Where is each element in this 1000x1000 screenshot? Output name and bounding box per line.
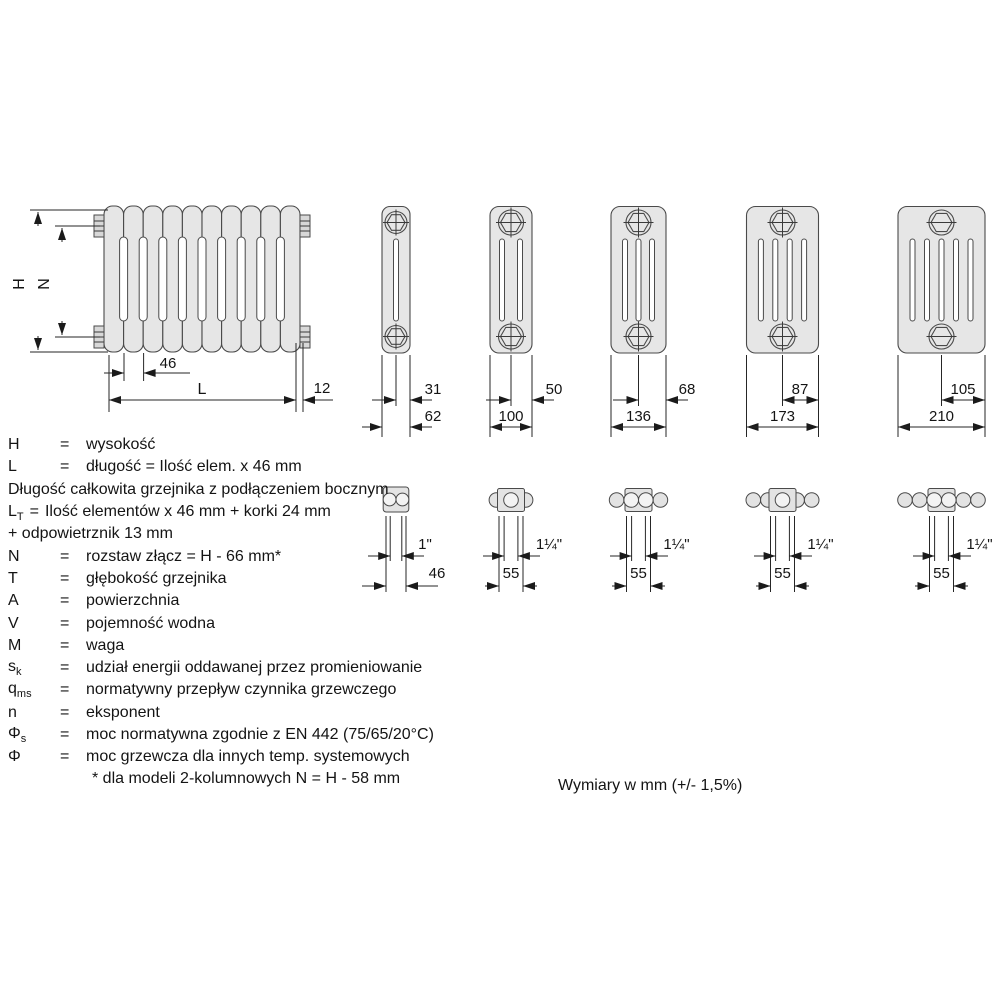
side-plug-bottom-right [300,326,310,348]
legend-row [8,456,608,478]
cs2-full-width-label: 100 [498,408,524,425]
legend-row [8,501,608,523]
legend-row [8,479,608,501]
legend-text: waga [86,636,125,654]
cs4-half-width-label: 87 [791,381,809,398]
legend-eq: = [60,681,70,699]
cs2-half-width-label: 50 [545,381,563,398]
cross-section-6col [898,207,985,438]
cross-section-4col [611,207,695,438]
legend-eq: = [29,502,39,520]
dim-side-label: 12 [313,380,331,397]
legend-row [8,434,608,456]
legend-symbol: $q_{ms}$ [8,680,32,701]
legend-text: długość = Ilość elem. x 46 mm [86,458,302,476]
tv5-thread-label: 1¼" [966,536,993,553]
legend-symbol: Φ [8,748,21,766]
legend-text: Ilość elementów x 46 mm + korki 24 mm [44,502,331,520]
legend-text: głębokość grzejnika [86,569,227,587]
legend-symbol-subscript: T [16,511,24,524]
legend-text: powierzchnia [86,592,180,610]
legend-symbol-subscript: ms [16,688,32,701]
legend-row [8,612,608,634]
cs3-full-width-label: 136 [625,408,652,425]
tv2-thread-label: 1¼" [535,536,563,553]
legend [8,434,608,791]
side-plug-top-right [300,215,310,237]
top-view-5col [746,489,834,593]
legend-text: wysokość [86,436,156,454]
dim-height-label: H [11,278,28,290]
front-view-drawing [94,206,310,352]
legend-text: udział energii oddawanej przez promieniowanie [86,659,423,677]
legend-symbol: N [8,547,20,565]
units-note: Wymiary w mm (+/- 1,5%) [558,777,743,794]
top-view-4col [609,489,689,593]
legend-text: normatywny przepływ czynnika grzewczego [86,681,397,699]
legend-symbol: H [8,436,20,454]
dim-element-width-label: 46 [159,355,177,372]
legend-row [8,568,608,590]
legend-symbol: $\Phi_s$ [8,724,27,746]
front-view-height-dimensions [11,210,108,352]
legend-eq: = [60,703,70,721]
legend-symbol: M [8,636,22,654]
legend-eq: = [60,592,70,610]
legend-eq: = [60,636,70,654]
legend-eq: = [60,458,70,476]
legend-symbol: $s_k$ [8,658,22,679]
legend-text: eksponent [86,703,160,721]
cs5-full-width-label: 210 [928,408,955,425]
legend-text: moc grzewcza dla innych temp. systemowych [86,748,410,766]
legend-symbol: L [8,458,17,476]
legend-row [8,635,608,657]
cross-section-2col [362,207,441,438]
legend-footnote [8,768,608,790]
dim-length-label: L [197,381,207,398]
legend-row [8,523,608,545]
legend-eq: = [60,614,70,632]
legend-symbol: V [8,614,19,632]
legend-symbol: T [8,569,18,587]
dim-spacing-label: N [36,278,53,290]
legend-row [8,746,608,768]
legend-symbol: n [8,703,17,721]
legend-text: pojemność wodna [86,614,215,632]
legend-eq: = [60,569,70,587]
legend-row [8,679,608,701]
top-view-6col [898,489,993,593]
tv4-width-label: 55 [774,565,791,582]
legend-row [8,590,608,612]
cross-section-3col [486,207,562,438]
front-view-length-dimensions [104,343,333,412]
legend-row [8,702,608,724]
cs3-half-width-label: 68 [678,381,696,398]
legend-eq: = [60,748,70,766]
cs5-half-width-label: 105 [950,381,976,398]
legend-row [8,724,608,746]
legend-text: moc normatywna zgodnie z EN 442 (75/65/20°C) [86,726,434,743]
tv5-width-label: 55 [933,565,950,582]
legend-text: Długość całkowita grzejnika z podłączeniem bocznym [8,480,389,498]
tv3-width-label: 55 [630,565,647,582]
legend-symbol-subscript: k [16,666,22,679]
tv1-width-label: 46 [428,565,446,582]
legend-eq: = [60,726,70,743]
tv1-thread-label: 1" [418,536,432,553]
legend-text: rozstaw złącz = H - 66 mm* [86,547,282,565]
legend-eq: = [60,436,70,454]
legend-symbol: L [8,502,17,520]
legend-text: + odpowietrznik 13 mm [8,525,173,543]
cross-section-5col [747,207,819,438]
legend-eq: = [60,659,70,677]
legend-text: * dla modeli 2-kolumnowych N = H - 58 mm [92,770,401,788]
legend-row [8,657,608,679]
legend-symbol: A [8,592,19,610]
cs1-full-width-label: 62 [424,408,442,425]
tv2-width-label: 55 [502,565,520,582]
legend-eq: = [60,547,70,565]
legend-symbol-subscript: s [20,733,27,746]
cs4-full-width-label: 173 [769,408,796,425]
tv4-thread-label: 1¼" [807,536,834,553]
legend-row [8,545,608,567]
cs1-half-width-label: 31 [424,381,442,398]
tv3-thread-label: 1¼" [663,536,690,553]
